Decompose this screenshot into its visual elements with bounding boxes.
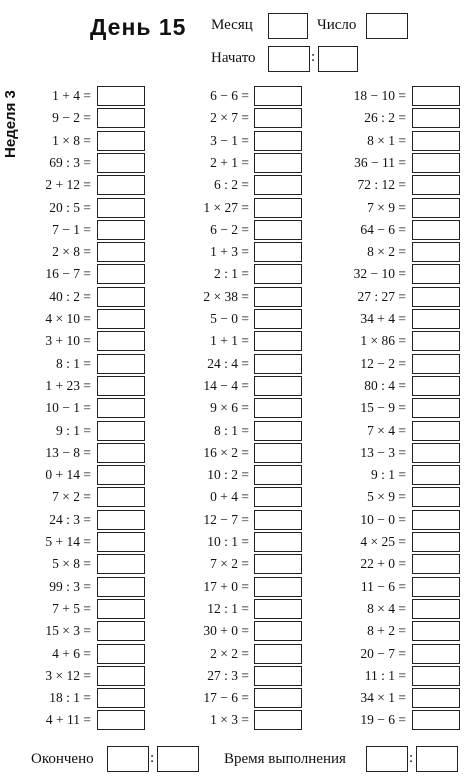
- problem-expression: 1 + 4 =: [52, 88, 91, 103]
- problem-expression: 4 + 6 =: [52, 645, 91, 661]
- answer-box[interactable]: [412, 465, 460, 485]
- problem-expression: 8 × 4 =: [367, 600, 406, 616]
- problem-expression: 3 × 12 =: [45, 667, 91, 683]
- answer-box[interactable]: [97, 532, 145, 552]
- answer-box[interactable]: [412, 354, 460, 374]
- problem-expression: 16 × 2 =: [203, 444, 249, 460]
- problem-expression: 11 : 1 =: [364, 667, 406, 683]
- problem-expression: 34 × 1 =: [360, 690, 406, 706]
- problem-expression: 5 × 8 =: [52, 556, 91, 572]
- answer-box[interactable]: [97, 242, 145, 262]
- problem-expression: 5 + 14 =: [45, 534, 91, 549]
- finished-minutes-field[interactable]: [157, 746, 199, 772]
- problem-expression: 5 − 0 =: [210, 311, 249, 326]
- answer-box[interactable]: [97, 220, 145, 240]
- answer-box[interactable]: [412, 577, 460, 597]
- started-hours-field[interactable]: [268, 46, 310, 72]
- problem-expression: 3 + 10 =: [45, 333, 91, 349]
- problem-expression: 4 + 11 =: [45, 712, 91, 728]
- problem-expression: 9 : 1 =: [371, 467, 406, 483]
- problem-expression: 1 + 3 =: [210, 244, 249, 260]
- problem-expression: 69 : 3 =: [49, 154, 91, 170]
- answer-box[interactable]: [254, 264, 302, 284]
- problem-expression: 32 − 10 =: [353, 266, 406, 282]
- answer-box[interactable]: [97, 131, 145, 151]
- problem-expression: 4 × 25 =: [360, 534, 406, 549]
- date-label: Число: [317, 17, 357, 33]
- problem-expression: 24 : 4 =: [207, 355, 249, 371]
- answer-box[interactable]: [97, 331, 145, 351]
- answer-box[interactable]: [412, 153, 460, 173]
- answer-box[interactable]: [412, 287, 460, 307]
- problem-expression: 99 : 3 =: [49, 578, 91, 594]
- problem-expression: 2 × 2 =: [210, 645, 249, 661]
- page-title: День 15: [90, 14, 187, 40]
- answer-box[interactable]: [412, 309, 460, 329]
- problem-expression: 7 + 5 =: [52, 600, 91, 616]
- problem-expression: 8 × 1 =: [367, 132, 406, 148]
- problem-expression: 18 − 10 =: [353, 88, 406, 103]
- problem-expression: 7 × 2 =: [210, 556, 249, 572]
- answer-box[interactable]: [254, 465, 302, 485]
- month-field[interactable]: [268, 13, 308, 39]
- problem-expression: 6 − 6 =: [210, 88, 249, 103]
- answer-box[interactable]: [254, 688, 302, 708]
- answer-box[interactable]: [97, 108, 145, 128]
- answer-box[interactable]: [97, 465, 145, 485]
- answer-box[interactable]: [412, 532, 460, 552]
- answer-box[interactable]: [97, 376, 145, 396]
- problem-expression: 9 − 2 =: [52, 110, 91, 126]
- answer-box[interactable]: [412, 175, 460, 195]
- problem-expression: 36 − 11 =: [354, 154, 406, 170]
- problem-expression: 10 : 2 =: [207, 467, 249, 483]
- answer-box[interactable]: [412, 376, 460, 396]
- problem-expression: 2 × 38 =: [203, 288, 249, 304]
- problem-expression: 27 : 3 =: [207, 667, 249, 683]
- started-minutes-field[interactable]: [318, 46, 358, 72]
- answer-box[interactable]: [97, 666, 145, 686]
- answer-box[interactable]: [97, 443, 145, 463]
- answer-box[interactable]: [412, 688, 460, 708]
- problem-expression: 7 − 1 =: [52, 221, 91, 237]
- problem-expression: 0 + 14 =: [45, 467, 91, 483]
- duration-time-separator: :: [409, 750, 414, 766]
- problem-expression: 18 : 1 =: [49, 690, 91, 706]
- problem-expression: 64 − 6 =: [360, 221, 406, 237]
- answer-box[interactable]: [254, 644, 302, 664]
- problem-expression: 15 − 9 =: [360, 400, 406, 416]
- answer-box[interactable]: [97, 599, 145, 619]
- answer-box[interactable]: [97, 398, 145, 418]
- answer-box[interactable]: [412, 710, 460, 730]
- problem-expression: 10 : 1 =: [207, 534, 249, 549]
- answer-box[interactable]: [254, 242, 302, 262]
- answer-box[interactable]: [412, 443, 460, 463]
- answer-box[interactable]: [97, 287, 145, 307]
- problem-expression: 10 − 1 =: [45, 400, 91, 416]
- problem-expression: 15 × 3 =: [45, 623, 91, 639]
- problem-expression: 6 : 2 =: [214, 177, 249, 193]
- problem-expression: 12 − 7 =: [203, 511, 249, 527]
- answer-box[interactable]: [254, 666, 302, 686]
- problem-expression: 80 : 4 =: [364, 377, 406, 393]
- finished-label: Окончено: [31, 751, 94, 767]
- problem-expression: 9 × 6 =: [210, 400, 249, 416]
- answer-box[interactable]: [254, 421, 302, 441]
- answer-box[interactable]: [254, 131, 302, 151]
- problem-expression: 1 + 1 =: [210, 333, 249, 349]
- answer-box[interactable]: [254, 532, 302, 552]
- answer-box[interactable]: [254, 398, 302, 418]
- problem-expression: 0 + 4 =: [210, 489, 249, 505]
- problem-expression: 20 : 5 =: [49, 199, 91, 215]
- problem-expression: 40 : 2 =: [49, 288, 91, 304]
- answer-box[interactable]: [254, 577, 302, 597]
- answer-box[interactable]: [97, 309, 145, 329]
- problem-expression: 17 − 6 =: [203, 690, 249, 706]
- problem-expression: 34 + 4 =: [360, 311, 406, 326]
- duration-minutes-field[interactable]: [416, 746, 458, 772]
- answer-box[interactable]: [412, 621, 460, 641]
- answer-box[interactable]: [254, 487, 302, 507]
- answer-box[interactable]: [254, 354, 302, 374]
- answer-box[interactable]: [97, 153, 145, 173]
- answer-box[interactable]: [412, 108, 460, 128]
- problem-expression: 17 + 0 =: [203, 578, 249, 594]
- problem-expression: 12 − 2 =: [360, 355, 406, 371]
- answer-box[interactable]: [254, 309, 302, 329]
- answer-box[interactable]: [97, 264, 145, 284]
- answer-box[interactable]: [412, 131, 460, 151]
- answer-box[interactable]: [97, 198, 145, 218]
- answer-box[interactable]: [254, 108, 302, 128]
- duration-label: Время выполнения: [224, 751, 346, 767]
- answer-box[interactable]: [412, 644, 460, 664]
- answer-box[interactable]: [97, 86, 145, 106]
- answer-box[interactable]: [254, 153, 302, 173]
- answer-box[interactable]: [254, 443, 302, 463]
- answer-box[interactable]: [412, 198, 460, 218]
- answer-box[interactable]: [254, 710, 302, 730]
- answer-box[interactable]: [97, 644, 145, 664]
- answer-box[interactable]: [412, 398, 460, 418]
- problem-expression: 1 + 23 =: [45, 377, 91, 393]
- problem-expression: 1 × 8 =: [52, 132, 91, 148]
- answer-box[interactable]: [254, 175, 302, 195]
- problem-expression: 2 : 1 =: [214, 266, 249, 282]
- problem-expression: 13 − 3 =: [360, 444, 406, 460]
- problem-expression: 16 − 7 =: [45, 266, 91, 282]
- problem-expression: 7 × 4 =: [367, 422, 406, 438]
- answer-box[interactable]: [412, 242, 460, 262]
- answer-box[interactable]: [97, 421, 145, 441]
- week-label: Неделя 3: [2, 90, 19, 158]
- problem-expression: 1 × 27 =: [203, 199, 249, 215]
- answer-box[interactable]: [412, 220, 460, 240]
- answer-box[interactable]: [97, 621, 145, 641]
- answer-box[interactable]: [97, 688, 145, 708]
- problem-expression: 10 − 0 =: [360, 511, 406, 527]
- date-field[interactable]: [366, 13, 408, 39]
- answer-box[interactable]: [412, 599, 460, 619]
- problem-expression: 26 : 2 =: [364, 110, 406, 126]
- started-label: Начато: [211, 50, 256, 66]
- problem-expression: 7 × 9 =: [367, 199, 406, 215]
- problem-expression: 7 × 2 =: [52, 489, 91, 505]
- problem-expression: 30 + 0 =: [203, 623, 249, 639]
- answer-box[interactable]: [412, 331, 460, 351]
- problem-expression: 2 + 12 =: [45, 177, 91, 193]
- finished-hours-field[interactable]: [107, 746, 149, 772]
- problem-expression: 8 : 1 =: [56, 355, 91, 371]
- problem-expression: 4 × 10 =: [45, 311, 91, 326]
- answer-box[interactable]: [97, 554, 145, 574]
- problem-expression: 2 × 7 =: [210, 110, 249, 126]
- problem-expression: 27 : 27 =: [357, 288, 406, 304]
- answer-box[interactable]: [412, 86, 460, 106]
- problem-expression: 11 − 6 =: [360, 578, 406, 594]
- answer-box[interactable]: [254, 376, 302, 396]
- problem-expression: 2 × 8 =: [52, 244, 91, 260]
- problem-expression: 24 : 3 =: [49, 511, 91, 527]
- problem-expression: 12 : 1 =: [207, 600, 249, 616]
- problem-expression: 3 − 1 =: [210, 132, 249, 148]
- answer-box[interactable]: [254, 621, 302, 641]
- answer-box[interactable]: [97, 510, 145, 530]
- answer-box[interactable]: [97, 577, 145, 597]
- answer-box[interactable]: [254, 86, 302, 106]
- problem-expression: 20 − 7 =: [360, 645, 406, 661]
- month-label: Месяц: [211, 17, 253, 33]
- duration-hours-field[interactable]: [366, 746, 408, 772]
- finished-time-separator: :: [150, 750, 155, 766]
- answer-box[interactable]: [97, 354, 145, 374]
- answer-box[interactable]: [97, 487, 145, 507]
- answer-box[interactable]: [254, 554, 302, 574]
- problem-expression: 19 − 6 =: [360, 712, 406, 728]
- problem-expression: 2 + 1 =: [210, 154, 249, 170]
- problem-expression: 9 : 1 =: [56, 422, 91, 438]
- answer-box[interactable]: [412, 666, 460, 686]
- answer-box[interactable]: [254, 198, 302, 218]
- problem-expression: 5 × 9 =: [367, 489, 406, 505]
- answer-box[interactable]: [97, 175, 145, 195]
- answer-box[interactable]: [254, 599, 302, 619]
- answer-box[interactable]: [254, 220, 302, 240]
- problem-expression: 72 : 12 =: [357, 177, 406, 193]
- answer-box[interactable]: [412, 554, 460, 574]
- answer-box[interactable]: [254, 510, 302, 530]
- answer-box[interactable]: [254, 287, 302, 307]
- problem-expression: 8 : 1 =: [214, 422, 249, 438]
- problem-expression: 1 × 3 =: [210, 712, 249, 728]
- answer-box[interactable]: [97, 710, 145, 730]
- answer-box[interactable]: [254, 331, 302, 351]
- problem-expression: 22 + 0 =: [360, 556, 406, 572]
- answer-box[interactable]: [412, 264, 460, 284]
- problem-expression: 8 × 2 =: [367, 244, 406, 260]
- problem-expression: 8 + 2 =: [367, 623, 406, 639]
- answer-box[interactable]: [412, 421, 460, 441]
- problem-expression: 14 − 4 =: [203, 377, 249, 393]
- answer-box[interactable]: [412, 487, 460, 507]
- started-time-separator: :: [311, 49, 316, 65]
- answer-box[interactable]: [412, 510, 460, 530]
- problem-expression: 1 × 86 =: [360, 333, 406, 349]
- problem-expression: 13 − 8 =: [45, 444, 91, 460]
- problem-expression: 6 − 2 =: [210, 221, 249, 237]
